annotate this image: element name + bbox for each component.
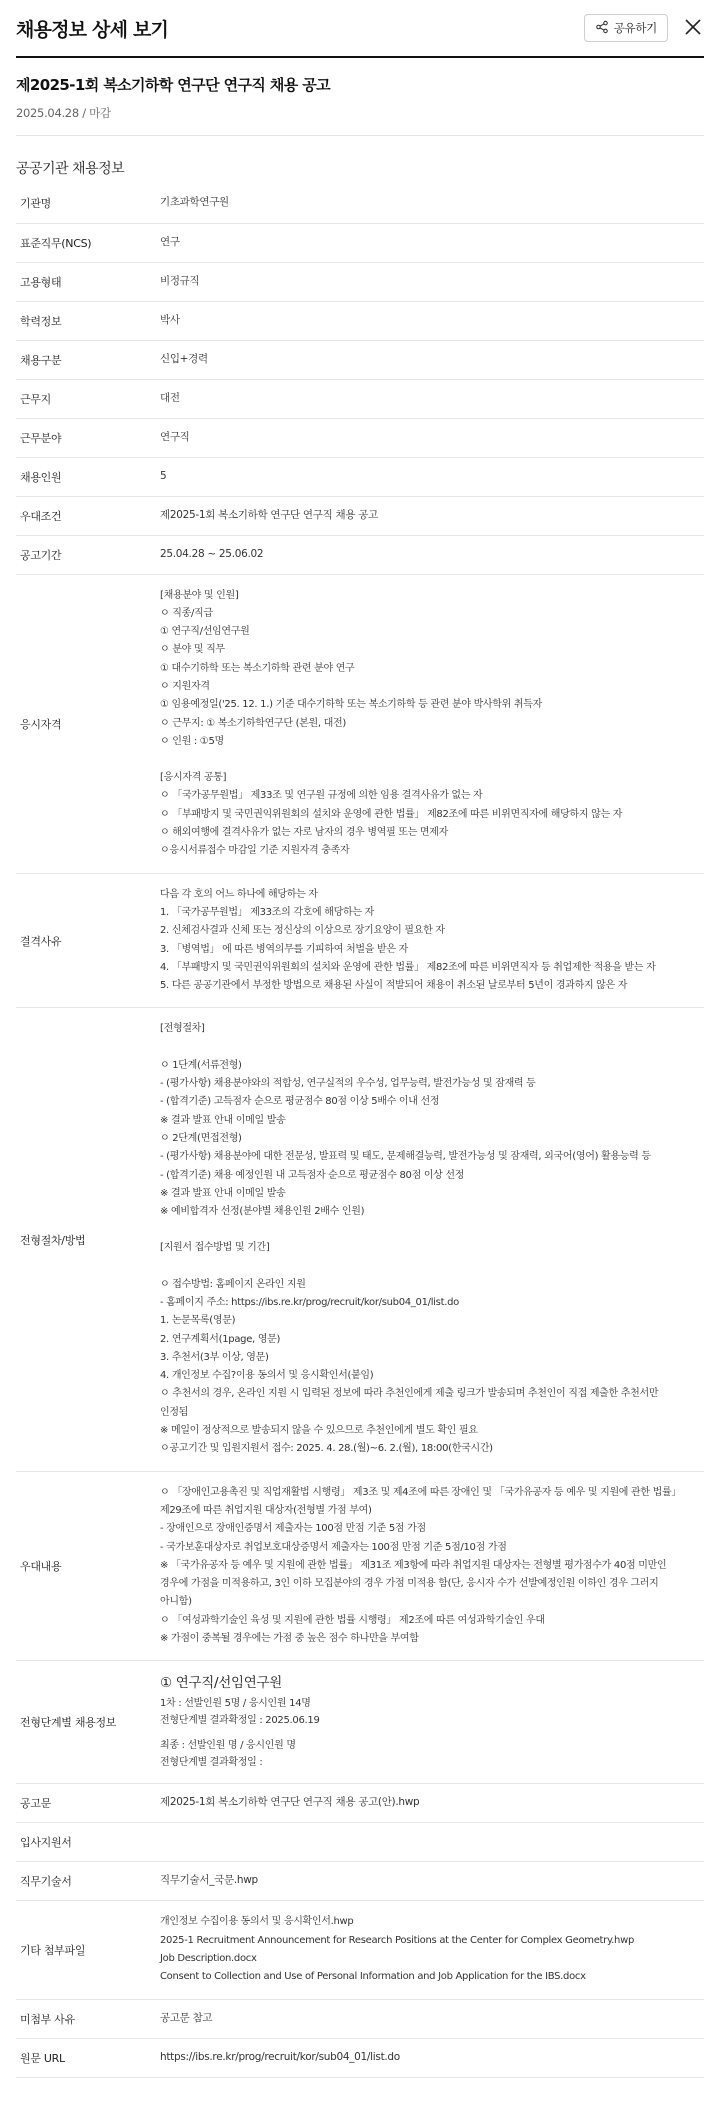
label-period: 공고기간 xyxy=(20,548,62,562)
text-line: 2. 신체검사결과 신체 또는 정신상의 이상으로 장기요양이 필요한 자 xyxy=(160,925,445,937)
close-button[interactable] xyxy=(682,17,704,39)
text-line: - 장애인으로 장애인증명서 제출자는 100점 만점 기준 5점 가점 xyxy=(160,1523,426,1535)
text-line: - (평가사항) 채용분야에 대한 전문성, 발표력 및 태도, 문제해결능력, 발전가능성 및 잠재력, 외국어(영어) 활용능력 등 xyxy=(160,1151,651,1163)
text-line: ㅇ 1단계(서류전형) xyxy=(160,1059,242,1071)
label-source-url: 원문 URL xyxy=(20,2051,65,2065)
text-line: 1. 「국가공무원법」 제33조의 각호에 해당하는 자 xyxy=(160,906,374,918)
label-org: 기관명 xyxy=(20,197,51,211)
label-field: 근무분야 xyxy=(20,431,62,445)
modal-header xyxy=(16,0,704,58)
row-org xyxy=(16,184,704,223)
text-line: ㅇ 인원 : ①5명 xyxy=(160,735,224,747)
text-line: ㅇ응시서류접수 마감일 기준 지원자격 충족자 xyxy=(160,845,350,857)
value-preference xyxy=(160,1471,704,1661)
blank-line xyxy=(160,1221,704,1239)
row-location xyxy=(16,379,704,418)
label-attachments: 기타 첨부파일 xyxy=(20,1943,86,1957)
row-preference xyxy=(16,1471,704,1661)
label-disqualification: 결격사유 xyxy=(20,934,62,948)
stage-title: ① 연구직/선임연구원 xyxy=(160,1675,282,1692)
attachment-file-link[interactable]: 2025-1 Recruitment Announcement for Research Positions at the Center for Complex Geometry.hwp xyxy=(160,1934,635,1946)
label-job-desc: 직무기술서 xyxy=(20,1875,72,1889)
text-line: ※ 가점이 중복될 경우에는 가점 중 높은 점수 하나만을 부여함 xyxy=(160,1633,419,1645)
label-hire-type: 채용구분 xyxy=(20,353,62,367)
label-qualification: 응시자격 xyxy=(20,717,62,731)
label-stage-info: 전형단계별 채용정보 xyxy=(20,1716,117,1730)
value-application xyxy=(160,1823,704,1862)
text-line: [채용분야 및 인원] xyxy=(160,589,239,601)
text-line: ㅇ 추천서의 경우, 온라인 지원 시 입력된 정보에 따라 추천인에게 제출 링크가 발송되며 추천인이 직접 제출한 추천서만 xyxy=(160,1388,659,1400)
row-notice xyxy=(16,1784,704,1823)
text-line: 4. 「부패방지 및 국민권익위원회의 설치와 운영에 관한 법률」 제82조에 따른 비위면직자 등 취업제한 적용을 받는 자 xyxy=(160,961,656,973)
text-line: [지원서 접수방법 및 기간] xyxy=(160,1242,270,1254)
label-application: 입사지원서 xyxy=(20,1836,72,1850)
text-line: ① 대수기하학 또는 복소기하학 관련 분야 연구 xyxy=(160,662,355,674)
row-no-attach-reason xyxy=(16,1999,704,2038)
text-line: - (합격기준) 채용 예정인원 내 고득점자 순으로 평균점수 80점 이상 선정 xyxy=(160,1169,465,1181)
close-icon xyxy=(684,18,702,39)
value-procedure xyxy=(160,1008,704,1471)
row-ncs xyxy=(16,223,704,262)
row-stage-info xyxy=(16,1661,704,1784)
row-qualification xyxy=(16,574,704,873)
text-line: - 홈페이지 주소: https://ibs.re.kr/prog/recruit/kor/sub04_01/list.do xyxy=(160,1297,459,1308)
value-ncs: 연구 xyxy=(160,235,180,248)
notice-file-link[interactable]: 제2025-1회 복소기하학 연구단 연구직 채용 공고(안).hwp xyxy=(160,1796,420,1809)
text-line: 3. 추천서(3부 이상, 영문) xyxy=(160,1351,269,1363)
text-line: ㅇ 근무지: ① 복소기하학연구단 (본원, 대전) xyxy=(160,717,346,729)
text-line: ㅇ 지원자격 xyxy=(160,680,210,692)
text-line: ※ 예비합격자 선정(분야별 채용인원 2배수 인원) xyxy=(160,1206,365,1218)
blank-line xyxy=(160,1039,704,1057)
share-label: 공유하기 xyxy=(613,21,657,35)
label-notice: 공고문 xyxy=(20,1797,51,1811)
text-line: 제29조에 따른 취업지원 대상자(전형별 가점 부여) xyxy=(160,1504,372,1516)
attachment-file-link[interactable]: 개인정보 수집이용 동의서 및 응시확인서.hwp xyxy=(160,1916,354,1928)
text-line: ㅇ공고기간 및 입원지원서 접수: 2025. 4. 28.(월)~6. 2.(월), 18:00(한국시간) xyxy=(160,1443,493,1455)
value-attachments xyxy=(160,1901,704,1999)
text-line: 인정됨 xyxy=(160,1406,189,1418)
text-line: ㅇ 해외여행에 결격사유가 없는 자로 남자의 경우 병역필 또는 면제자 xyxy=(160,827,448,839)
value-field: 연구직 xyxy=(160,430,190,443)
value-location: 대전 xyxy=(160,391,180,404)
post-head xyxy=(16,58,704,136)
text-line: ※ 메일이 정상적으로 발송되지 않을 수 있으므로 추천인에게 별도 확인 필요 xyxy=(160,1425,478,1437)
label-education: 학력정보 xyxy=(20,314,62,328)
row-job-desc xyxy=(16,1862,704,1901)
value-qualification xyxy=(160,574,704,873)
share-icon xyxy=(595,20,609,37)
text-line: ㅇ 「국가공무원법」 제33조 및 연구원 규정에 의한 임용 결격사유가 없는 자 xyxy=(160,790,483,802)
row-application xyxy=(16,1823,704,1862)
row-headcount xyxy=(16,457,704,496)
source-url-link[interactable]: https://ibs.re.kr/prog/recruit/kor/sub04_01/list.do xyxy=(160,2050,400,2063)
text-line: ※ 결과 발표 안내 이메일 발송 xyxy=(160,1187,286,1199)
text-line: ㅇ 직종/직급 xyxy=(160,607,213,619)
label-preference: 우대내용 xyxy=(20,1560,62,1573)
text-line: [응시자격 공통] xyxy=(160,772,227,784)
value-education: 박사 xyxy=(160,313,180,326)
text-line: 5. 다른 공공기관에서 부정한 방법으로 채용된 사실이 적발되어 채용이 취소된 날로부터 5년이 경과하지 않은 자 xyxy=(160,980,628,992)
text-line: 3. 「병역법」 에 따른 병역의무를 기피하여 처벌을 받은 자 xyxy=(160,943,408,955)
text-line: ㅇ 분야 및 직무 xyxy=(160,644,225,656)
stage-line: 전형단계별 결과확정일 : xyxy=(160,1757,263,1769)
row-procedure xyxy=(16,1008,704,1471)
text-line: ㅇ 접수방법: 홈페이지 온라인 지원 xyxy=(160,1278,306,1290)
post-meta: 2025.04.28 / 마감 xyxy=(16,106,111,120)
info-table xyxy=(16,184,704,2078)
row-preference-cond xyxy=(16,496,704,535)
label-no-attach-reason: 미첨부 사유 xyxy=(20,2012,75,2026)
value-stage-info xyxy=(160,1661,704,1784)
section-title: 공공기관 채용정보 xyxy=(16,161,125,177)
row-disqualification xyxy=(16,873,704,1008)
job-desc-file-link[interactable]: 직무기술서_국문.hwp xyxy=(160,1874,258,1887)
modal-title: 채용정보 상세 보기 xyxy=(16,18,169,41)
header-actions xyxy=(584,14,704,42)
row-hire-type xyxy=(16,340,704,379)
label-ncs: 표준직무(NCS) xyxy=(20,236,92,250)
blank-line xyxy=(160,751,704,769)
text-line: - 국가보훈대상자로 취업보호대상증명서 제출자는 100점 만점 기준 5점/10점 가점 xyxy=(160,1541,507,1553)
label-employment: 고용형태 xyxy=(20,275,62,289)
value-org: 기초과학연구원 xyxy=(160,196,229,209)
attachment-file-link[interactable]: Job Description.docx xyxy=(160,1952,257,1964)
value-hire-type: 신입+경력 xyxy=(160,352,208,365)
text-line: ㅇ 「장애인고용촉진 및 직업재활법 시행령」 제3조 및 제4조에 따른 장애인 및 「국가유공자 등 예우 및 지원에 관한 법률」 xyxy=(160,1486,682,1498)
blank-line xyxy=(160,1258,704,1276)
label-headcount: 채용인원 xyxy=(20,470,62,484)
text-line: 경우에 가점을 미적용하고, 3인 이하 모집분야의 경우 가점 미적용 함(단, 응시자 수가 선발예정인원 이하인 경우 그러지 xyxy=(160,1578,659,1590)
text-line: 4. 개인정보 수집?이용 동의서 및 응시확인서(붙임) xyxy=(160,1370,374,1382)
label-preference-cond: 우대조건 xyxy=(20,509,62,523)
text-line: - (합격기준) 고득점자 순으로 평균점수 80점 이상 5배수 이내 선정 xyxy=(160,1096,440,1108)
text-line: 1. 논문목록(영문) xyxy=(160,1315,236,1327)
row-education xyxy=(16,301,704,340)
text-line: ※ 결과 발표 안내 이메일 발송 xyxy=(160,1114,286,1126)
text-line: [전형절차] xyxy=(160,1023,205,1035)
post-title: 제2025-1회 복소기하학 연구단 연구직 채용 공고 xyxy=(16,76,331,94)
row-employment xyxy=(16,262,704,301)
label-procedure: 전형절차/방법 xyxy=(20,1233,86,1247)
value-period: 25.04.28 ~ 25.06.02 xyxy=(160,547,264,560)
text-line: ㅇ 「여성과학기술인 육성 및 지원에 관한 법률 시행령」 제2조에 따른 여성과학기술인 우대 xyxy=(160,1614,545,1626)
row-attachments xyxy=(16,1901,704,1999)
share-button[interactable] xyxy=(584,14,668,42)
value-disqualification xyxy=(160,873,704,1008)
text-line: 다음 각 호의 어느 하나에 해당하는 자 xyxy=(160,888,318,900)
text-line: ㅇ 2단계(면접전형) xyxy=(160,1132,242,1144)
value-headcount: 5 xyxy=(160,469,167,482)
text-line: 2. 연구계획서(1page, 영문) xyxy=(160,1333,281,1345)
row-source-url xyxy=(16,2038,704,2077)
value-employment: 비정규직 xyxy=(160,274,200,287)
row-field xyxy=(16,418,704,457)
text-line: ※ 「국가유공자 등 예우 및 지원에 관한 법률」 제31조 제3항에 따라 취업지원 대상자는 전형별 평가점수가 40점 미만인 xyxy=(160,1559,667,1571)
row-period xyxy=(16,535,704,574)
text-line: ① 연구직/선임연구원 xyxy=(160,626,250,638)
stage-line: 1차 : 선발인원 5명 / 응시인원 14명 xyxy=(160,1698,311,1710)
label-location: 근무지 xyxy=(20,392,51,406)
text-line: ① 임용예정일('25. 12. 1.) 기준 대수기하학 또는 복소기하학 등 관련 분야 박사학위 취득자 xyxy=(160,699,542,711)
text-line: ㅇ 「부패방지 및 국민권익위원회의 설치와 운영에 관한 법률」 제82조에 따른 비위면직자에 해당하지 않는 자 xyxy=(160,808,623,820)
text-line: - (평가사항) 채용분야와의 적합성, 연구실적의 우수성, 업무능력, 발전가능성 및 잠재력 등 xyxy=(160,1078,536,1090)
value-no-attach-reason: 공고문 참고 xyxy=(160,2011,213,2024)
text-line: 아니함) xyxy=(160,1596,192,1608)
value-preference-cond: 제2025-1회 복소기하학 연구단 연구직 채용 공고 xyxy=(160,508,378,521)
stage-line: 전형단계별 결과확정일 : 2025.06.19 xyxy=(160,1715,320,1727)
attachment-file-link[interactable]: Consent to Collection and Use of Personal Information and Job Application for the IBS.docx xyxy=(160,1971,586,1983)
stage-line: 최종 : 선발인원 명 / 응시인원 명 xyxy=(160,1740,296,1752)
